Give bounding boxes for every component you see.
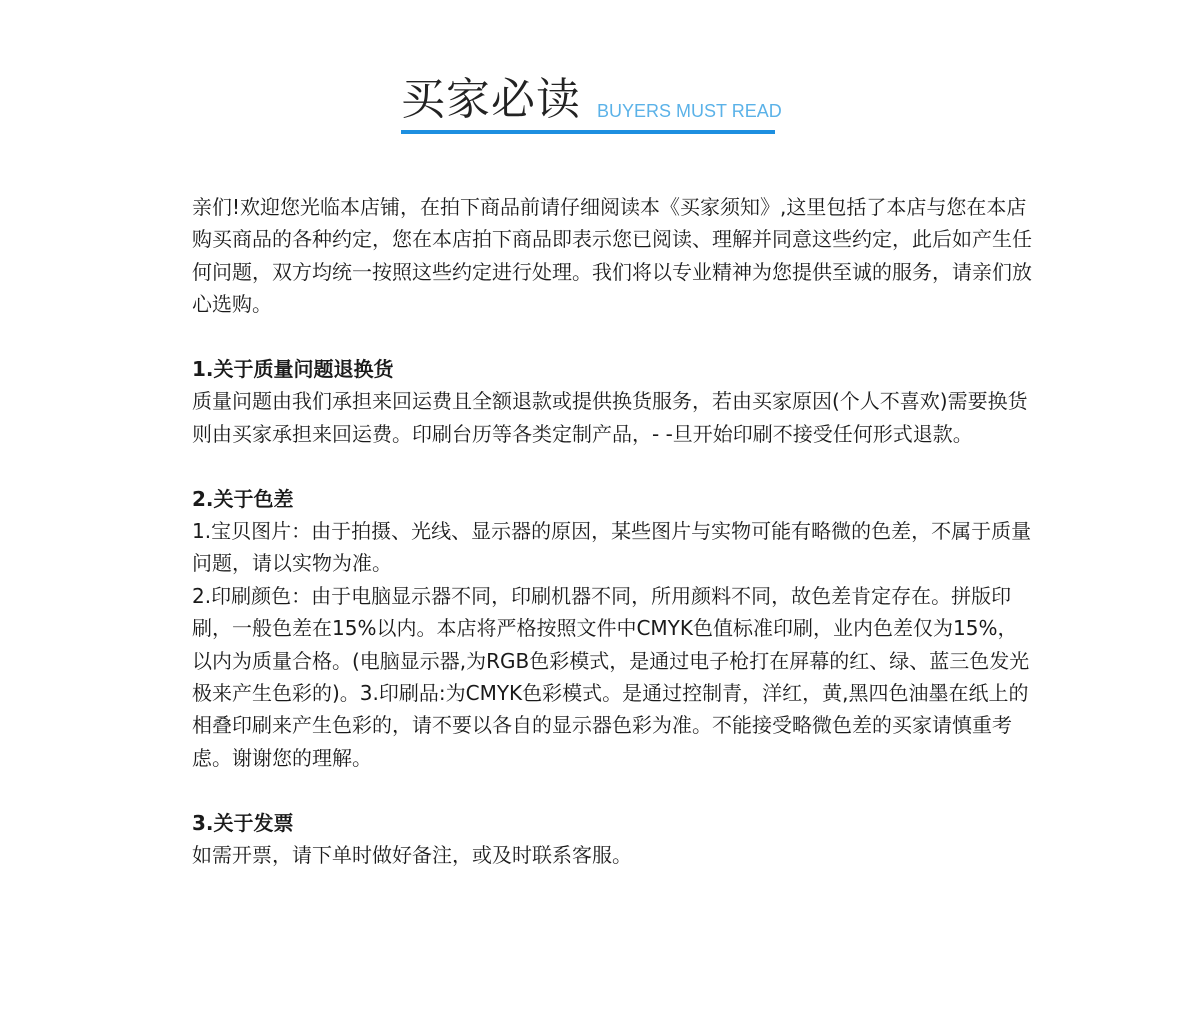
section-title-invoice: 3.关于发票 <box>192 810 294 835</box>
section-title-quality: 1.关于质量问题退换货 <box>192 357 394 382</box>
page-subtitle-en: BUYERS MUST READ <box>597 101 782 121</box>
spacer <box>192 321 1032 353</box>
section-invoice-paragraph: 如需开票，请下单时做好备注，或及时联系客服。 <box>192 843 632 868</box>
section-color-paragraph-1: 1.宝贝图片：由于拍摄、光线、显示器的原因，某些图片与实物可能有略微的色差，不属于质量问题，请以实物为准。 <box>192 519 1032 576</box>
spacer <box>192 774 1032 806</box>
notice-content <box>192 191 1032 871</box>
intro-paragraph: 亲们!欢迎您光临本店铺，在拍下商品前请仔细阅读本《买家须知》,这里包括了本店与您在本店购买商品的各种约定，您在本店拍下商品即表示您已阅读、理解并同意这些约定，此后如产生任何问题，双方均统一按照这些约定进行处理。我们将以专业精神为您提供至诚的服务，请亲们放心选购。 <box>192 195 1032 317</box>
title-underline <box>401 130 775 134</box>
section-color-paragraph-2: 2.印刷颜色：由于电脑显示器不同，印刷机器不同，所用颜料不同，故色差肯定存在。拼版印刷，一般色差在15%以内。本店将严格按照文件中CMYK色值标准印刷，业内色差仅为15%，以内为质量合格。(电脑显示器,为RGB色彩模式，是通过电子枪打在屏幕的红、绿、蓝三色发光极来产生色彩的)。3.印刷品:为CMYK色彩模式。是通过控制青，洋红，黄,黑四色油墨在纸上的相叠印刷来产生色彩的，请不要以各自的显示器色彩为准。不能接受略微色差的买家请慎重考虑。谢谢您的理解。 <box>192 583 1030 770</box>
spacer <box>192 450 1032 482</box>
page-header <box>401 72 782 138</box>
section-quality-paragraph: 质量问题由我们承担来回运费且全额退款或提供换货服务，若由买家原因(个人不喜欢)需要换货则由买家承担来回运费。印刷台历等各类定制产品，- -旦开始印刷不接受任何形式退款。 <box>192 389 1028 446</box>
section-title-color: 2.关于色差 <box>192 486 294 511</box>
page-title: 买家必读 <box>401 74 581 125</box>
